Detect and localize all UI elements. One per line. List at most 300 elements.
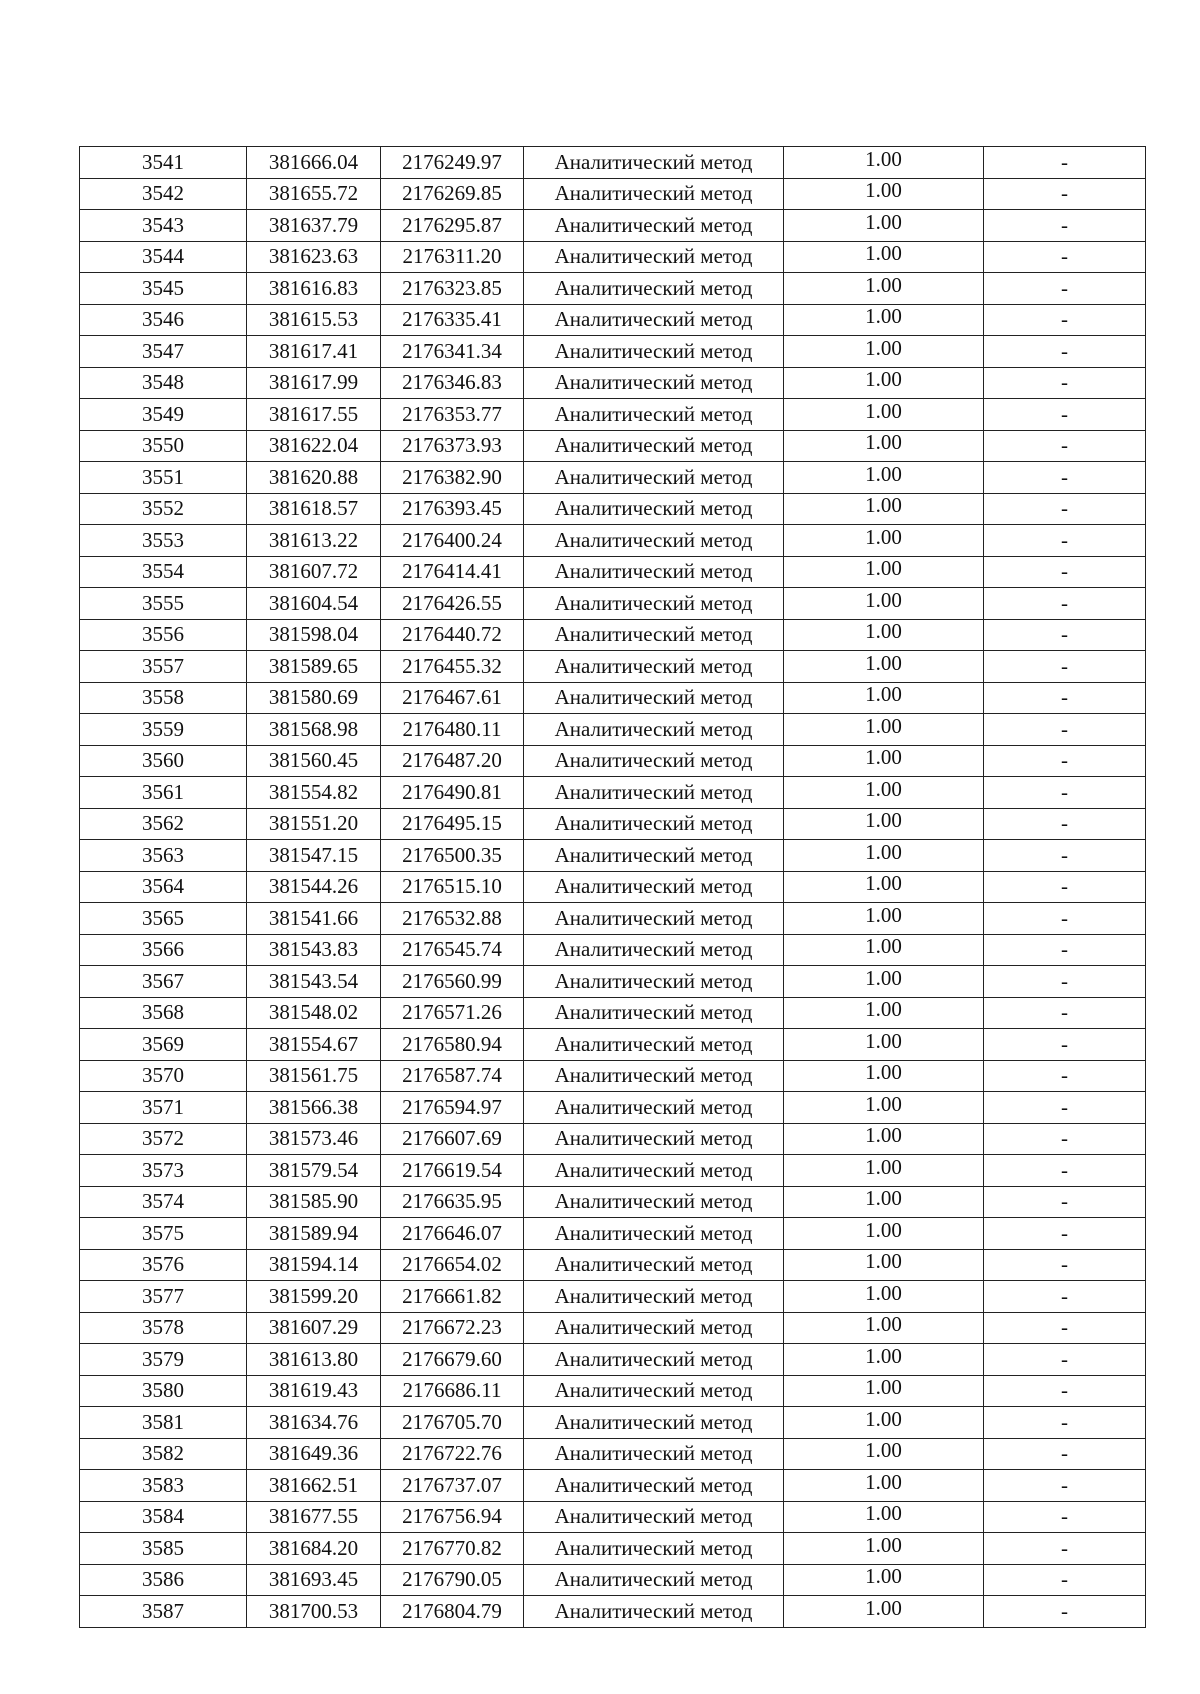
accuracy-cell: [784, 682, 984, 714]
x-coordinate-cell: 381568.98: [247, 714, 381, 746]
accuracy-value: 1.00: [865, 871, 902, 896]
accuracy-cell: [784, 840, 984, 872]
accuracy-value: 1.00: [865, 934, 902, 959]
method-cell: Аналитический метод: [524, 430, 784, 462]
accuracy-value: 1.00: [865, 493, 902, 518]
accuracy-cell: [784, 997, 984, 1029]
method-cell: Аналитический метод: [524, 966, 784, 998]
x-coordinate-cell: 381613.80: [247, 1344, 381, 1376]
accuracy-cell: [784, 808, 984, 840]
accuracy-value: 1.00: [865, 745, 902, 770]
method-cell: Аналитический метод: [524, 997, 784, 1029]
note-cell: -: [984, 304, 1146, 336]
method-cell: Аналитический метод: [524, 619, 784, 651]
accuracy-value: 1.00: [865, 524, 902, 549]
accuracy-cell: [784, 1186, 984, 1218]
accuracy-value: 1.00: [865, 178, 902, 203]
x-coordinate-cell: 381599.20: [247, 1281, 381, 1313]
point-number-cell: 3570: [80, 1060, 247, 1092]
note-cell: -: [984, 1092, 1146, 1124]
method-cell: Аналитический метод: [524, 462, 784, 494]
method-cell: Аналитический метод: [524, 1533, 784, 1565]
x-coordinate-cell: 381617.99: [247, 367, 381, 399]
point-number-cell: 3543: [80, 210, 247, 242]
accuracy-value: 1.00: [865, 1343, 902, 1368]
y-coordinate-cell: 2176560.99: [381, 966, 524, 998]
y-coordinate-cell: 2176587.74: [381, 1060, 524, 1092]
y-coordinate-cell: 2176804.79: [381, 1596, 524, 1628]
x-coordinate-cell: 381623.63: [247, 241, 381, 273]
method-cell: Аналитический метод: [524, 1186, 784, 1218]
table-row: [80, 1470, 1146, 1502]
accuracy-value: 1.00: [865, 430, 902, 455]
accuracy-value: 1.00: [865, 335, 902, 360]
point-number-cell: 3575: [80, 1218, 247, 1250]
method-cell: Аналитический метод: [524, 556, 784, 588]
note-cell: -: [984, 1533, 1146, 1565]
accuracy-cell: [784, 273, 984, 305]
method-cell: Аналитический метод: [524, 1375, 784, 1407]
table-row: [80, 966, 1146, 998]
accuracy-cell: [784, 903, 984, 935]
accuracy-value: 1.00: [865, 1375, 902, 1400]
table-row: [80, 619, 1146, 651]
point-number-cell: 3551: [80, 462, 247, 494]
method-cell: Аналитический метод: [524, 808, 784, 840]
table-row: [80, 1155, 1146, 1187]
table-row: [80, 840, 1146, 872]
x-coordinate-cell: 381541.66: [247, 903, 381, 935]
x-coordinate-cell: 381655.72: [247, 178, 381, 210]
accuracy-cell: [784, 777, 984, 809]
y-coordinate-cell: 2176341.34: [381, 336, 524, 368]
method-cell: Аналитический метод: [524, 1092, 784, 1124]
note-cell: -: [984, 430, 1146, 462]
point-number-cell: 3547: [80, 336, 247, 368]
y-coordinate-cell: 2176661.82: [381, 1281, 524, 1313]
y-coordinate-cell: 2176737.07: [381, 1470, 524, 1502]
x-coordinate-cell: 381544.26: [247, 871, 381, 903]
point-number-cell: 3577: [80, 1281, 247, 1313]
accuracy-cell: [784, 1375, 984, 1407]
method-cell: Аналитический метод: [524, 588, 784, 620]
table-row: [80, 682, 1146, 714]
y-coordinate-cell: 2176532.88: [381, 903, 524, 935]
accuracy-cell: [784, 1596, 984, 1628]
table-row: [80, 1564, 1146, 1596]
point-number-cell: 3573: [80, 1155, 247, 1187]
y-coordinate-cell: 2176295.87: [381, 210, 524, 242]
method-cell: Аналитический метод: [524, 241, 784, 273]
point-number-cell: 3562: [80, 808, 247, 840]
note-cell: -: [984, 273, 1146, 305]
note-cell: -: [984, 1470, 1146, 1502]
accuracy-cell: [784, 934, 984, 966]
x-coordinate-cell: 381615.53: [247, 304, 381, 336]
note-cell: -: [984, 808, 1146, 840]
point-number-cell: 3565: [80, 903, 247, 935]
table-row: [80, 1218, 1146, 1250]
accuracy-cell: [784, 714, 984, 746]
note-cell: -: [984, 147, 1146, 179]
method-cell: Аналитический метод: [524, 1596, 784, 1628]
accuracy-value: 1.00: [865, 367, 902, 392]
y-coordinate-cell: 2176619.54: [381, 1155, 524, 1187]
note-cell: -: [984, 241, 1146, 273]
accuracy-cell: [784, 304, 984, 336]
note-cell: -: [984, 1375, 1146, 1407]
accuracy-value: 1.00: [865, 1123, 902, 1148]
accuracy-value: 1.00: [865, 776, 902, 801]
table-row: [80, 871, 1146, 903]
accuracy-cell: [784, 1312, 984, 1344]
point-number-cell: 3586: [80, 1564, 247, 1596]
y-coordinate-cell: 2176249.97: [381, 147, 524, 179]
accuracy-value: 1.00: [865, 1438, 902, 1463]
x-coordinate-cell: 381554.82: [247, 777, 381, 809]
y-coordinate-cell: 2176500.35: [381, 840, 524, 872]
table-row: [80, 525, 1146, 557]
accuracy-cell: [784, 556, 984, 588]
note-cell: -: [984, 1344, 1146, 1376]
accuracy-cell: [784, 462, 984, 494]
accuracy-value: 1.00: [865, 808, 902, 833]
accuracy-cell: [784, 1501, 984, 1533]
x-coordinate-cell: 381607.72: [247, 556, 381, 588]
accuracy-cell: [784, 430, 984, 462]
method-cell: Аналитический метод: [524, 525, 784, 557]
table-row: [80, 399, 1146, 431]
accuracy-value: 1.00: [865, 146, 902, 171]
y-coordinate-cell: 2176646.07: [381, 1218, 524, 1250]
table-row: [80, 1281, 1146, 1313]
note-cell: -: [984, 556, 1146, 588]
method-cell: Аналитический метод: [524, 304, 784, 336]
accuracy-value: 1.00: [865, 304, 902, 329]
y-coordinate-cell: 2176635.95: [381, 1186, 524, 1218]
accuracy-cell: [784, 241, 984, 273]
x-coordinate-cell: 381613.22: [247, 525, 381, 557]
point-number-cell: 3556: [80, 619, 247, 651]
table-row: [80, 556, 1146, 588]
table-row: [80, 1438, 1146, 1470]
accuracy-cell: [784, 1470, 984, 1502]
x-coordinate-cell: 381561.75: [247, 1060, 381, 1092]
y-coordinate-cell: 2176790.05: [381, 1564, 524, 1596]
accuracy-cell: [784, 1533, 984, 1565]
note-cell: -: [984, 1564, 1146, 1596]
y-coordinate-cell: 2176722.76: [381, 1438, 524, 1470]
note-cell: -: [984, 588, 1146, 620]
note-cell: -: [984, 178, 1146, 210]
table-row: [80, 1092, 1146, 1124]
method-cell: Аналитический метод: [524, 1312, 784, 1344]
accuracy-value: 1.00: [865, 997, 902, 1022]
x-coordinate-cell: 381622.04: [247, 430, 381, 462]
x-coordinate-cell: 381551.20: [247, 808, 381, 840]
point-number-cell: 3564: [80, 871, 247, 903]
accuracy-value: 1.00: [865, 1091, 902, 1116]
accuracy-value: 1.00: [865, 1028, 902, 1053]
method-cell: Аналитический метод: [524, 1123, 784, 1155]
table-row: [80, 1501, 1146, 1533]
point-number-cell: 3569: [80, 1029, 247, 1061]
method-cell: Аналитический метод: [524, 745, 784, 777]
coordinates-table: [79, 146, 1146, 1628]
method-cell: Аналитический метод: [524, 714, 784, 746]
table-row: [80, 1407, 1146, 1439]
table-row: [80, 493, 1146, 525]
accuracy-cell: [784, 1123, 984, 1155]
x-coordinate-cell: 381579.54: [247, 1155, 381, 1187]
method-cell: Аналитический метод: [524, 682, 784, 714]
x-coordinate-cell: 381619.43: [247, 1375, 381, 1407]
x-coordinate-cell: 381620.88: [247, 462, 381, 494]
point-number-cell: 3571: [80, 1092, 247, 1124]
x-coordinate-cell: 381637.79: [247, 210, 381, 242]
y-coordinate-cell: 2176269.85: [381, 178, 524, 210]
x-coordinate-cell: 381649.36: [247, 1438, 381, 1470]
method-cell: Аналитический метод: [524, 1218, 784, 1250]
point-number-cell: 3580: [80, 1375, 247, 1407]
x-coordinate-cell: 381589.94: [247, 1218, 381, 1250]
point-number-cell: 3576: [80, 1249, 247, 1281]
note-cell: -: [984, 462, 1146, 494]
note-cell: -: [984, 1060, 1146, 1092]
y-coordinate-cell: 2176382.90: [381, 462, 524, 494]
note-cell: -: [984, 493, 1146, 525]
method-cell: Аналитический метод: [524, 1155, 784, 1187]
x-coordinate-cell: 381594.14: [247, 1249, 381, 1281]
point-number-cell: 3552: [80, 493, 247, 525]
note-cell: -: [984, 336, 1146, 368]
table-row: [80, 336, 1146, 368]
accuracy-value: 1.00: [865, 1532, 902, 1557]
note-cell: -: [984, 619, 1146, 651]
accuracy-value: 1.00: [865, 1186, 902, 1211]
table-row: [80, 1186, 1146, 1218]
table-row: [80, 367, 1146, 399]
accuracy-value: 1.00: [865, 1280, 902, 1305]
accuracy-cell: [784, 1060, 984, 1092]
point-number-cell: 3549: [80, 399, 247, 431]
method-cell: Аналитический метод: [524, 1060, 784, 1092]
accuracy-value: 1.00: [865, 1595, 902, 1620]
x-coordinate-cell: 381700.53: [247, 1596, 381, 1628]
method-cell: Аналитический метод: [524, 1438, 784, 1470]
table-row: [80, 1312, 1146, 1344]
x-coordinate-cell: 381589.65: [247, 651, 381, 683]
accuracy-cell: [784, 367, 984, 399]
note-cell: -: [984, 1029, 1146, 1061]
accuracy-value: 1.00: [865, 461, 902, 486]
point-number-cell: 3583: [80, 1470, 247, 1502]
table-row: [80, 997, 1146, 1029]
method-cell: Аналитический метод: [524, 493, 784, 525]
accuracy-value: 1.00: [865, 839, 902, 864]
point-number-cell: 3584: [80, 1501, 247, 1533]
method-cell: Аналитический метод: [524, 273, 784, 305]
accuracy-cell: [784, 1218, 984, 1250]
point-number-cell: 3563: [80, 840, 247, 872]
table-row: [80, 430, 1146, 462]
note-cell: -: [984, 714, 1146, 746]
point-number-cell: 3558: [80, 682, 247, 714]
point-number-cell: 3566: [80, 934, 247, 966]
method-cell: Аналитический метод: [524, 1029, 784, 1061]
accuracy-cell: [784, 336, 984, 368]
accuracy-cell: [784, 1407, 984, 1439]
y-coordinate-cell: 2176467.61: [381, 682, 524, 714]
table-row: [80, 1249, 1146, 1281]
point-number-cell: 3581: [80, 1407, 247, 1439]
table-row: [80, 777, 1146, 809]
point-number-cell: 3587: [80, 1596, 247, 1628]
table-row: [80, 1029, 1146, 1061]
note-cell: -: [984, 1438, 1146, 1470]
method-cell: Аналитический метод: [524, 367, 784, 399]
y-coordinate-cell: 2176672.23: [381, 1312, 524, 1344]
accuracy-cell: [784, 210, 984, 242]
accuracy-cell: [784, 1281, 984, 1313]
accuracy-value: 1.00: [865, 241, 902, 266]
accuracy-cell: [784, 619, 984, 651]
table-row: [80, 588, 1146, 620]
table-row: [80, 1060, 1146, 1092]
x-coordinate-cell: 381554.67: [247, 1029, 381, 1061]
accuracy-value: 1.00: [865, 1312, 902, 1337]
accuracy-cell: [784, 651, 984, 683]
point-number-cell: 3554: [80, 556, 247, 588]
note-cell: -: [984, 871, 1146, 903]
y-coordinate-cell: 2176323.85: [381, 273, 524, 305]
method-cell: Аналитический метод: [524, 1344, 784, 1376]
method-cell: Аналитический метод: [524, 1564, 784, 1596]
note-cell: -: [984, 903, 1146, 935]
y-coordinate-cell: 2176607.69: [381, 1123, 524, 1155]
method-cell: Аналитический метод: [524, 147, 784, 179]
note-cell: -: [984, 1123, 1146, 1155]
accuracy-value: 1.00: [865, 209, 902, 234]
point-number-cell: 3555: [80, 588, 247, 620]
table-row: [80, 178, 1146, 210]
point-number-cell: 3560: [80, 745, 247, 777]
method-cell: Аналитический метод: [524, 210, 784, 242]
x-coordinate-cell: 381617.55: [247, 399, 381, 431]
point-number-cell: 3544: [80, 241, 247, 273]
note-cell: -: [984, 399, 1146, 431]
note-cell: -: [984, 525, 1146, 557]
x-coordinate-cell: 381666.04: [247, 147, 381, 179]
x-coordinate-cell: 381617.41: [247, 336, 381, 368]
point-number-cell: 3567: [80, 966, 247, 998]
table-row: [80, 934, 1146, 966]
note-cell: -: [984, 1218, 1146, 1250]
coordinates-table-body: [80, 147, 1146, 1628]
x-coordinate-cell: 381548.02: [247, 997, 381, 1029]
note-cell: -: [984, 651, 1146, 683]
table-row: [80, 808, 1146, 840]
y-coordinate-cell: 2176311.20: [381, 241, 524, 273]
point-number-cell: 3557: [80, 651, 247, 683]
point-number-cell: 3553: [80, 525, 247, 557]
accuracy-cell: [784, 1249, 984, 1281]
accuracy-value: 1.00: [865, 272, 902, 297]
accuracy-cell: [784, 1155, 984, 1187]
table-row: [80, 462, 1146, 494]
method-cell: Аналитический метод: [524, 399, 784, 431]
accuracy-cell: [784, 399, 984, 431]
method-cell: Аналитический метод: [524, 777, 784, 809]
table-row: [80, 304, 1146, 336]
method-cell: Аналитический метод: [524, 903, 784, 935]
x-coordinate-cell: 381560.45: [247, 745, 381, 777]
accuracy-value: 1.00: [865, 1564, 902, 1589]
method-cell: Аналитический метод: [524, 934, 784, 966]
note-cell: -: [984, 966, 1146, 998]
x-coordinate-cell: 381607.29: [247, 1312, 381, 1344]
accuracy-value: 1.00: [865, 1501, 902, 1526]
y-coordinate-cell: 2176545.74: [381, 934, 524, 966]
point-number-cell: 3542: [80, 178, 247, 210]
accuracy-cell: [784, 147, 984, 179]
y-coordinate-cell: 2176353.77: [381, 399, 524, 431]
x-coordinate-cell: 381547.15: [247, 840, 381, 872]
x-coordinate-cell: 381677.55: [247, 1501, 381, 1533]
note-cell: -: [984, 777, 1146, 809]
note-cell: -: [984, 1186, 1146, 1218]
note-cell: -: [984, 1407, 1146, 1439]
note-cell: -: [984, 745, 1146, 777]
accuracy-value: 1.00: [865, 682, 902, 707]
y-coordinate-cell: 2176679.60: [381, 1344, 524, 1376]
point-number-cell: 3582: [80, 1438, 247, 1470]
table-row: [80, 651, 1146, 683]
note-cell: -: [984, 367, 1146, 399]
accuracy-cell: [784, 1564, 984, 1596]
accuracy-cell: [784, 745, 984, 777]
accuracy-value: 1.00: [865, 1469, 902, 1494]
method-cell: Аналитический метод: [524, 1407, 784, 1439]
method-cell: Аналитический метод: [524, 840, 784, 872]
x-coordinate-cell: 381543.83: [247, 934, 381, 966]
accuracy-value: 1.00: [865, 398, 902, 423]
accuracy-value: 1.00: [865, 1249, 902, 1274]
y-coordinate-cell: 2176426.55: [381, 588, 524, 620]
point-number-cell: 3541: [80, 147, 247, 179]
x-coordinate-cell: 381543.54: [247, 966, 381, 998]
accuracy-value: 1.00: [865, 587, 902, 612]
note-cell: -: [984, 210, 1146, 242]
y-coordinate-cell: 2176594.97: [381, 1092, 524, 1124]
x-coordinate-cell: 381598.04: [247, 619, 381, 651]
y-coordinate-cell: 2176455.32: [381, 651, 524, 683]
table-row: [80, 1375, 1146, 1407]
accuracy-value: 1.00: [865, 556, 902, 581]
x-coordinate-cell: 381618.57: [247, 493, 381, 525]
point-number-cell: 3545: [80, 273, 247, 305]
method-cell: Аналитический метод: [524, 1249, 784, 1281]
y-coordinate-cell: 2176686.11: [381, 1375, 524, 1407]
accuracy-cell: [784, 1092, 984, 1124]
x-coordinate-cell: 381566.38: [247, 1092, 381, 1124]
table-row: [80, 1533, 1146, 1565]
table-row: [80, 903, 1146, 935]
note-cell: -: [984, 1501, 1146, 1533]
x-coordinate-cell: 381616.83: [247, 273, 381, 305]
y-coordinate-cell: 2176654.02: [381, 1249, 524, 1281]
accuracy-value: 1.00: [865, 902, 902, 927]
